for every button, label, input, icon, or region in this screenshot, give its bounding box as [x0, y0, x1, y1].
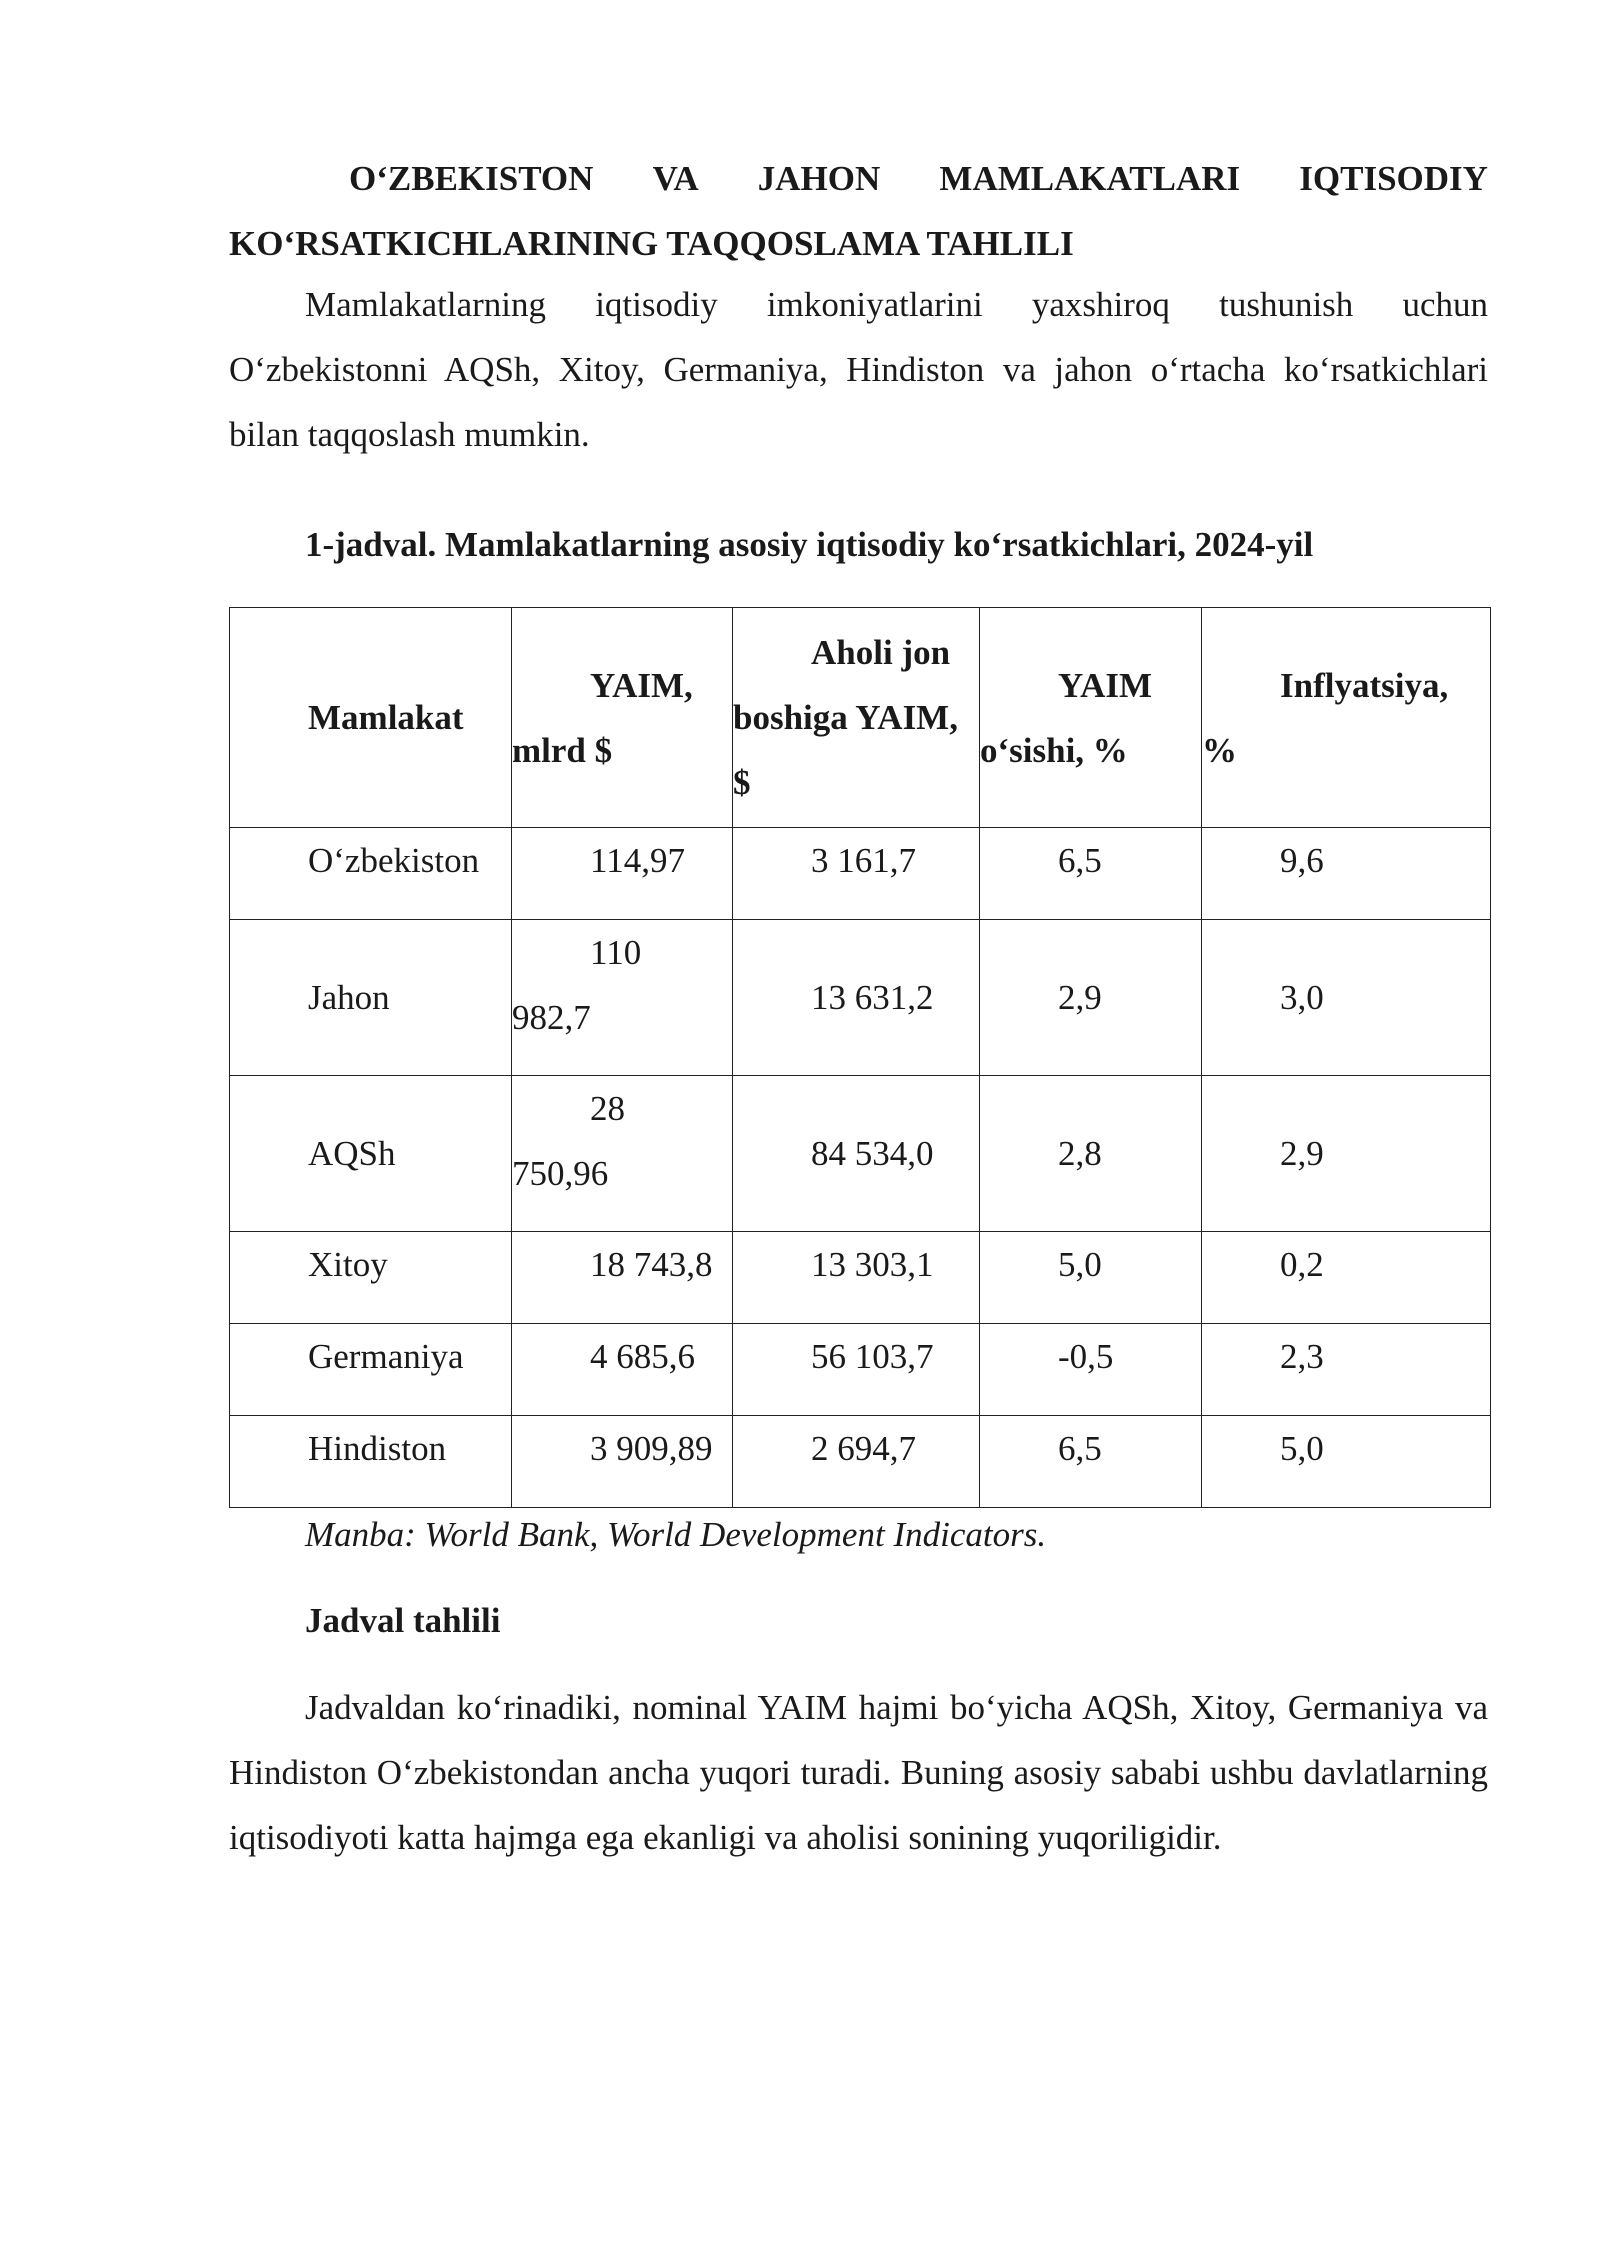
cell-inflation: 0,2: [1202, 1232, 1491, 1324]
cell-inflation: 3,0: [1202, 920, 1491, 1076]
cell-gdp: 28 750,96: [512, 1076, 733, 1232]
table-caption: 1-jadval. Mamlakatlarning asosiy iqtisodiy ko‘rsatkichlari, 2024-yil: [305, 525, 1314, 564]
title-word: VA: [652, 159, 699, 198]
table-row: [230, 920, 1491, 1076]
title-line-2: KO‘RSATKICHLARINING TAQQOSLAMA TAHLILI: [229, 224, 1074, 263]
table-row: [230, 1076, 1491, 1232]
cell-inflation: 2,3: [1202, 1324, 1491, 1416]
cell-gdp: 18 743,8: [512, 1232, 733, 1324]
cell-country: Germaniya: [230, 1324, 512, 1416]
document-title: [229, 146, 1488, 276]
cell-inflation: 2,9: [1202, 1076, 1491, 1232]
table-row: [230, 1232, 1491, 1324]
table-source-note: Manba: World Bank, World Development Indicators.: [305, 1515, 1047, 1554]
cell-country: AQSh: [230, 1076, 512, 1232]
cell-gdp-growth: 5,0: [980, 1232, 1202, 1324]
title-word: MAMLAKATLARI: [939, 159, 1241, 198]
section-heading: Jadval tahlili: [305, 1601, 501, 1640]
cell-gdp-growth: 2,9: [980, 920, 1202, 1076]
header-inflation: Inflyatsiya, %: [1202, 608, 1491, 828]
table-row: [230, 1324, 1491, 1416]
cell-gdp: 4 685,6: [512, 1324, 733, 1416]
analysis-paragraph: Jadvaldan ko‘rinadiki, nominal YAIM hajmi bo‘yicha AQSh, Xitoy, Germaniya va Hindiston O‘zbekistondan ancha yuqori turadi. Buning asosiy sababi ushbu davlatlarning iqtisodiyoti katta hajmga ega ekanligi va aholisi sonining yuqoriligidir.: [229, 1688, 1488, 1857]
cell-inflation: 5,0: [1202, 1416, 1491, 1508]
title-word: IQTISODIY: [1299, 159, 1488, 198]
intro-paragraph: Mamlakatlarning iqtisodiy imkoniyatlarini yaxshiroq tushunish uchun O‘zbekistonni AQSh, Xitoy, Germaniya, Hindiston va jahon o‘rtacha ko‘rsatkichlari bilan taqqoslash mumkin.: [229, 285, 1488, 454]
cell-gdp-per-capita: 13 303,1: [733, 1232, 980, 1324]
table-row: [230, 828, 1491, 920]
header-country: Mamlakat: [230, 608, 512, 828]
cell-gdp-growth: 2,8: [980, 1076, 1202, 1232]
table-row: [230, 1416, 1491, 1508]
cell-gdp-per-capita: 3 161,7: [733, 828, 980, 920]
title-word: JAHON: [757, 159, 881, 198]
cell-country: Xitoy: [230, 1232, 512, 1324]
title-word: O‘ZBEKISTON: [349, 159, 594, 198]
cell-gdp-growth: -0,5: [980, 1324, 1202, 1416]
cell-gdp: 110 982,7: [512, 920, 733, 1076]
cell-gdp-per-capita: 2 694,7: [733, 1416, 980, 1508]
title-line-1: [229, 146, 1488, 211]
indicators-table: [229, 607, 1491, 1508]
cell-country: Jahon: [230, 920, 512, 1076]
header-gdp-per-capita: Aholi jon boshiga YAIM, $: [733, 608, 980, 828]
cell-gdp: 3 909,89: [512, 1416, 733, 1508]
cell-gdp-growth: 6,5: [980, 828, 1202, 920]
cell-gdp-per-capita: 56 103,7: [733, 1324, 980, 1416]
cell-country: Hindiston: [230, 1416, 512, 1508]
cell-gdp-per-capita: 84 534,0: [733, 1076, 980, 1232]
cell-country: O‘zbekiston: [230, 828, 512, 920]
cell-gdp-growth: 6,5: [980, 1416, 1202, 1508]
header-gdp-growth: YAIM o‘sishi, %: [980, 608, 1202, 828]
table-header-row: [230, 608, 1491, 828]
cell-inflation: 9,6: [1202, 828, 1491, 920]
header-gdp: YAIM, mlrd $: [512, 608, 733, 828]
cell-gdp: 114,97: [512, 828, 733, 920]
cell-gdp-per-capita: 13 631,2: [733, 920, 980, 1076]
